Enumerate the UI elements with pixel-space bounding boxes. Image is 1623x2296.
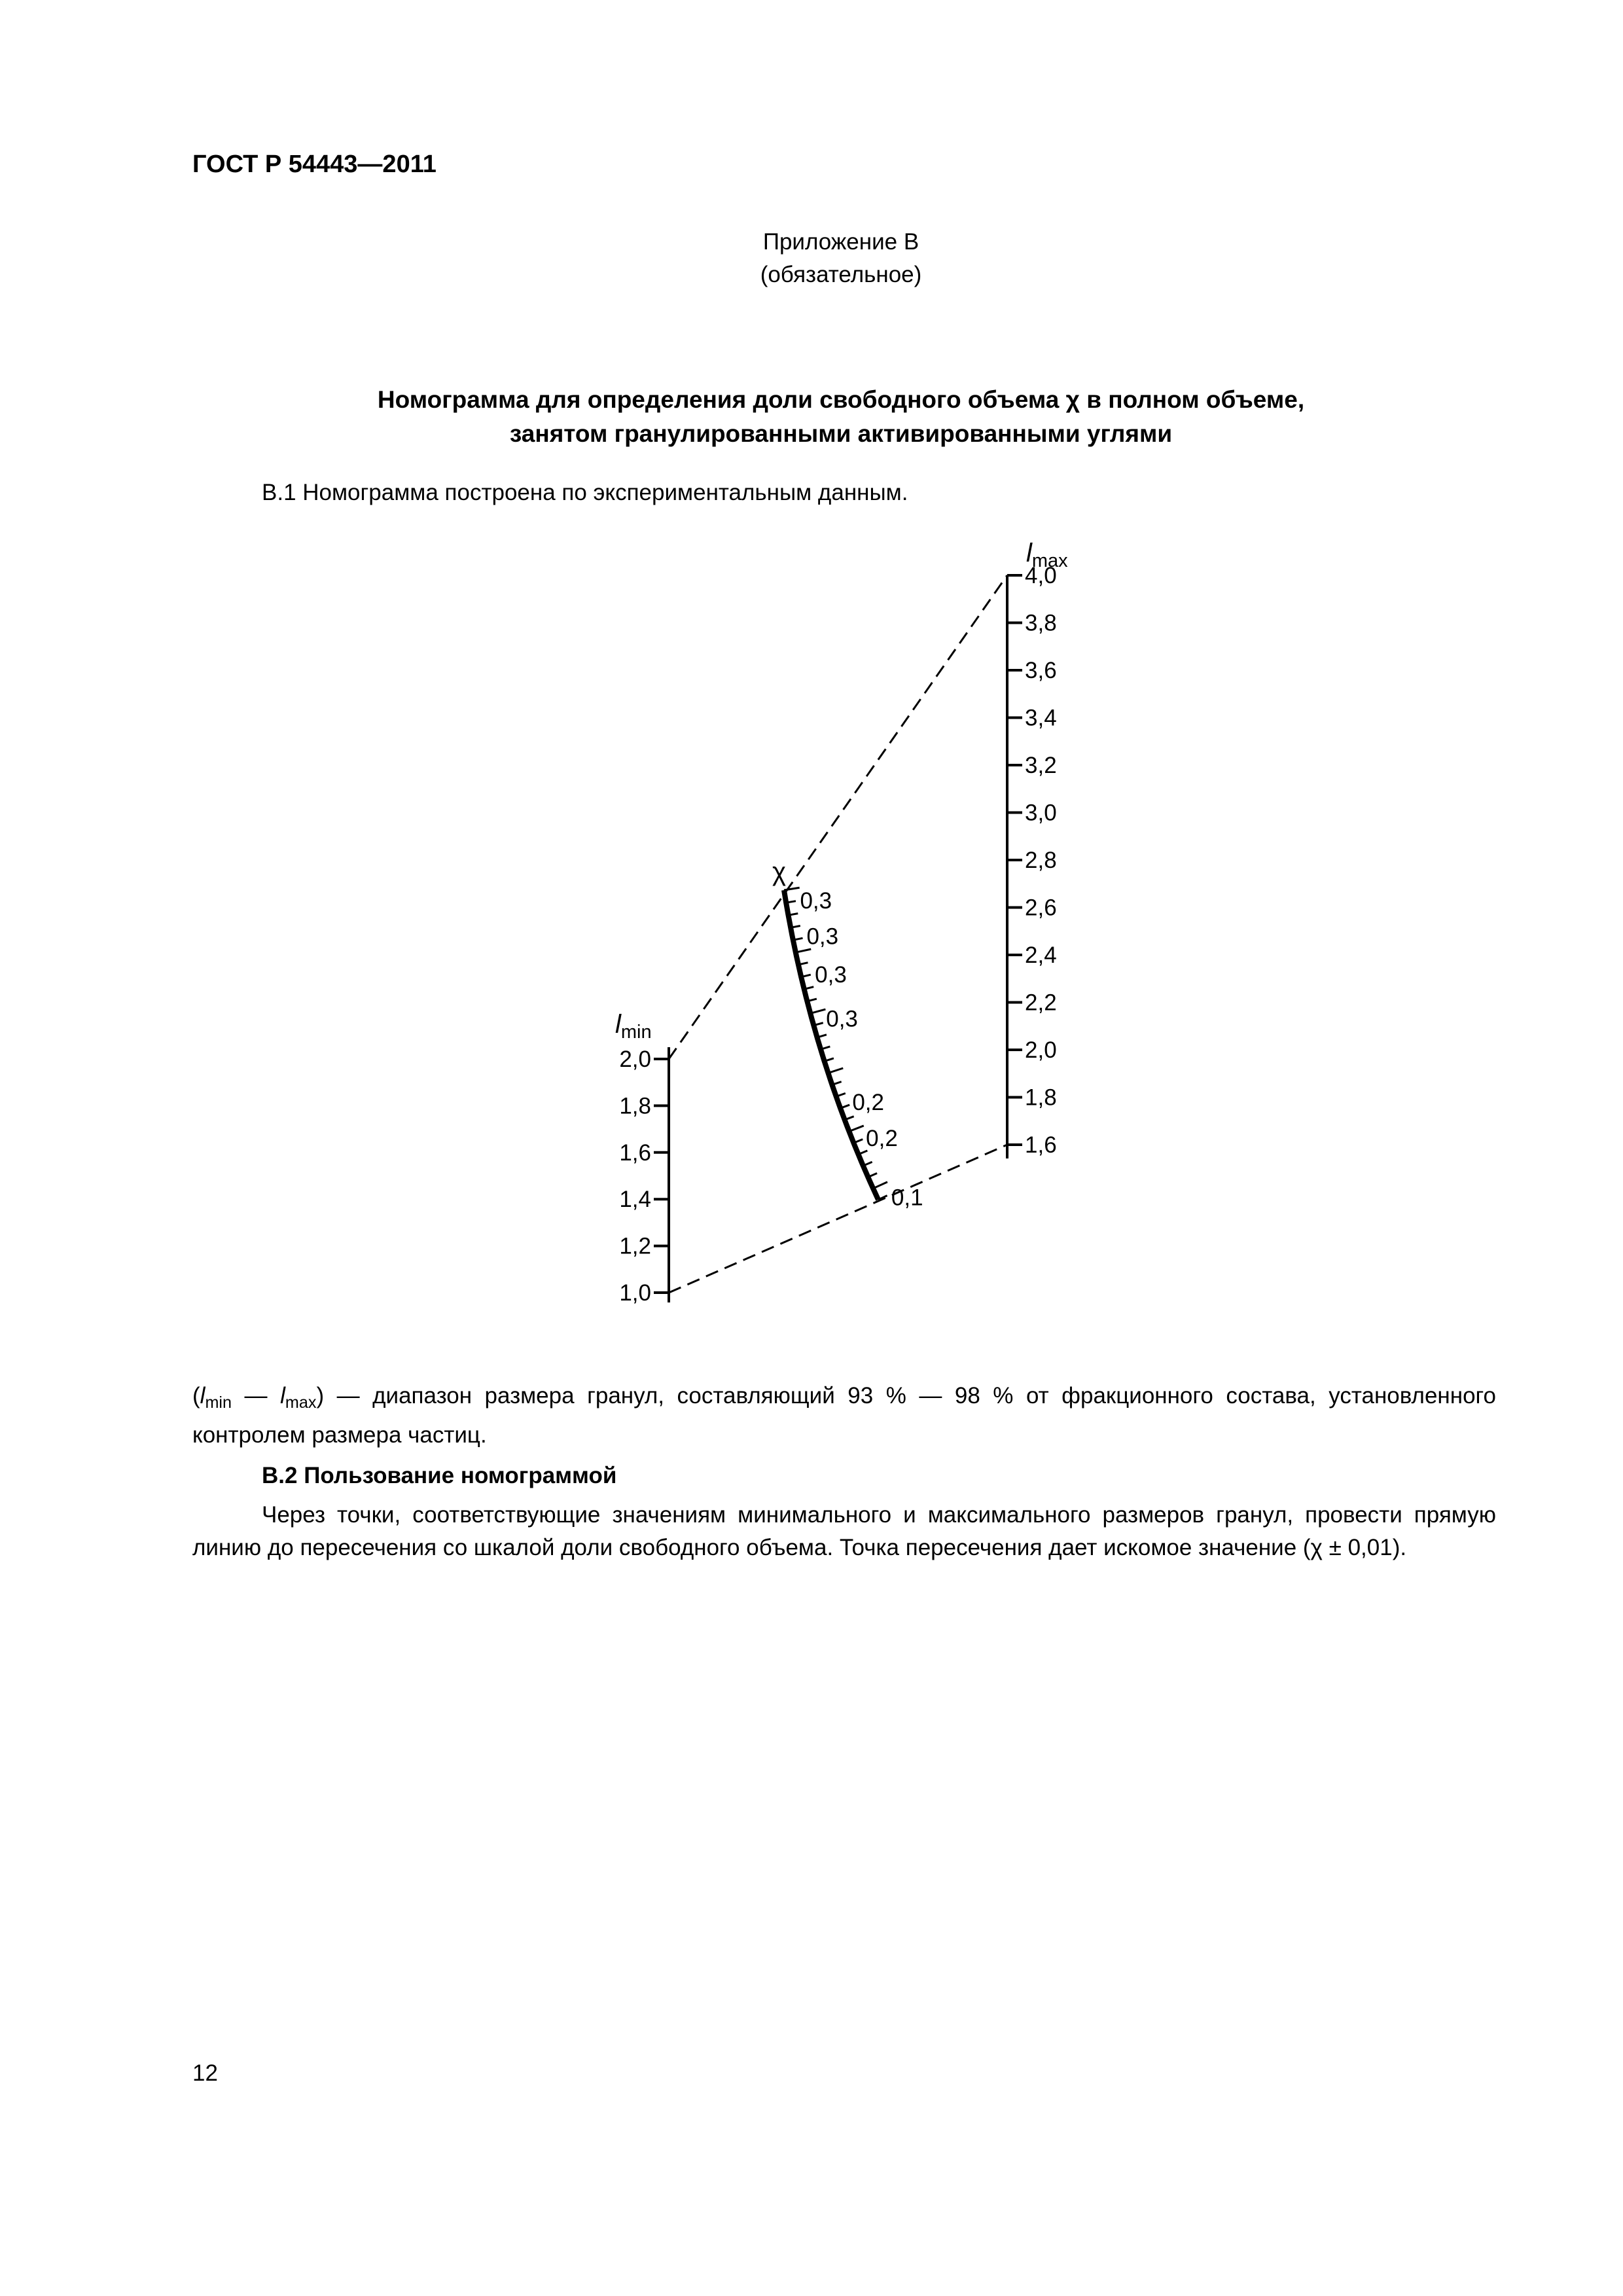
- lmin-tick-label: 1,4: [619, 1187, 651, 1213]
- annex-name: Приложение В: [762, 229, 919, 255]
- lmin-tick-group: [619, 1047, 669, 1306]
- lmin-tick-label: 1,0: [619, 1280, 651, 1306]
- lmax-tick-label: 3,0: [1025, 800, 1057, 826]
- lmax-tick-label: 2,8: [1025, 848, 1057, 873]
- chi-tick-label: 0,1: [891, 1185, 923, 1211]
- range-note: ($l_{min}$ — $l_{max}$) — диапазон размера гранул, составляющий 93 % — 98 % от фракционного состава, установленного контролем размера частиц.: [192, 1383, 1497, 1448]
- section-b2-heading: В.2 Пользование номограммой: [262, 1463, 617, 1488]
- chi-tick: [810, 1009, 825, 1013]
- lmin-tick-label: 1,2: [619, 1233, 651, 1259]
- chi-tick-label: 0,2: [866, 1126, 898, 1152]
- lmax-tick-label: 3,4: [1025, 705, 1057, 731]
- lmax-tick-label: 4,0: [1025, 563, 1057, 588]
- lower-dashed-line: [669, 1145, 1007, 1293]
- page-number: 12: [192, 2060, 218, 2086]
- chi-tick-label: 0,3: [826, 1006, 858, 1032]
- chi-axis-title: χ: [772, 857, 786, 886]
- chi-tick: [784, 888, 800, 890]
- lmax-tick-label: 3,6: [1025, 658, 1057, 683]
- lmin-tick-label: 1,8: [619, 1093, 651, 1119]
- chi-tick-label: 0,2: [852, 1089, 884, 1115]
- lmin-tick-label: 2,0: [619, 1047, 651, 1072]
- lmax-tick-label: 2,2: [1025, 990, 1057, 1016]
- lmax-tick-group: [1007, 563, 1057, 1158]
- chi-tick: [828, 1068, 843, 1073]
- lmin-tick-label: 1,6: [619, 1139, 651, 1166]
- section-b2-text: Через точки, соответствующие значениям минимального и максимального размеров гранул, провести прямую линию до пересечения со шкалой доли свободного объема. Точка пересечения дает искомое значение (χ ± 0,01).: [192, 1502, 1496, 1560]
- lmax-tick-label: 1,8: [1025, 1085, 1057, 1111]
- chi-tick-label: 0,3: [815, 962, 847, 988]
- section-b1-text: В.1 Номограмма построена по экспериментальным данным.: [262, 480, 908, 505]
- document-header: ГОСТ Р 54443—2011: [192, 151, 437, 178]
- lmax-tick-label: 1,6: [1025, 1132, 1057, 1158]
- lmax-tick-label: 2,6: [1025, 895, 1057, 921]
- lmax-tick-label: 3,2: [1025, 753, 1057, 778]
- lmax-tick-label: 2,4: [1025, 942, 1057, 968]
- lmax-tick-label: 3,8: [1025, 610, 1057, 636]
- title-line-1: Номограмма для определения доли свободного объема χ в полном объеме,: [377, 386, 1305, 413]
- lmin-axis-title: $l_{min}$: [615, 1010, 652, 1043]
- lmax-tick-label: 2,0: [1025, 1037, 1057, 1063]
- chi-tick: [873, 1182, 887, 1189]
- chi-tick-label: 0,3: [806, 924, 839, 950]
- chi-tick-label: 0,3: [800, 888, 832, 914]
- annex-status: (обязательное): [760, 262, 922, 287]
- lmax-axis-title: $l_{max}$: [1026, 539, 1068, 571]
- chi-tick: [849, 1126, 863, 1132]
- title-line-2: занятом гранулированными активированными углями: [509, 420, 1173, 447]
